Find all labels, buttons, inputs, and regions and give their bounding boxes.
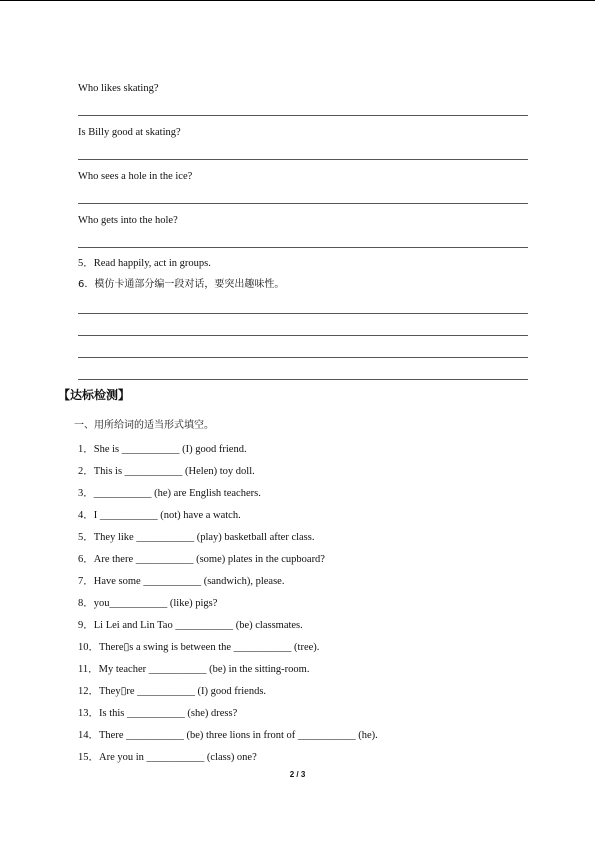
- exercise-item: 4．I ___________ (not) have a watch.: [78, 510, 241, 521]
- exercise-item: 7．Have some ___________ (sandwich), please.: [78, 576, 285, 587]
- question-4: Who gets into the hole?: [78, 215, 178, 226]
- exercise-item: 11．My teacher ___________ (be) in the sitting-room.: [78, 664, 310, 675]
- exercise-item: 5．They like ___________ (play) basketball after class.: [78, 532, 315, 543]
- exercise-item: 8．you___________ (like) pigs?: [78, 598, 218, 609]
- exercise-item: 3．___________ (he) are English teachers.: [78, 488, 261, 499]
- part-title: 一、用所给词的适当形式填空。: [74, 420, 214, 431]
- dialogue-line-4: [78, 379, 528, 380]
- page-number: 2 / 3: [289, 770, 306, 779]
- exercise-item: 15．Are you in ___________ (class) one?: [78, 752, 257, 763]
- answer-line-2: [78, 159, 528, 160]
- dialogue-line-1: [78, 313, 528, 314]
- exercise-item: 9．Li Lei and Lin Tao ___________ (be) classmates.: [78, 620, 303, 631]
- exercise-item: 1．She is ___________ (I) good friend.: [78, 444, 247, 455]
- exercise-item: 10．There▯s a swing is between the ___________ (tree).: [78, 642, 320, 653]
- question-3: Who sees a hole in the ice?: [78, 171, 193, 182]
- question-2: Is Billy good at skating?: [78, 127, 181, 138]
- dialogue-line-3: [78, 357, 528, 358]
- answer-line-1: [78, 115, 528, 116]
- question-1: Who likes skating?: [78, 83, 159, 94]
- exercise-item: 6．Are there ___________ (some) plates in the cupboard?: [78, 554, 325, 565]
- section-heading: 【达标检测】: [58, 388, 131, 402]
- task-5: 5．Read happily, act in groups.: [78, 258, 211, 269]
- dialogue-line-2: [78, 335, 528, 336]
- answer-line-3: [78, 203, 528, 204]
- task-6: 6．模仿卡通部分编一段对话，要突出趣味性。: [78, 279, 285, 290]
- exercise-item: 13．Is this ___________ (she) dress?: [78, 708, 238, 719]
- exercise-item: 14．There ___________ (be) three lions in front of ___________ (he).: [78, 730, 378, 741]
- page-top-border: [0, 0, 595, 1]
- answer-line-4: [78, 247, 528, 248]
- exercise-item: 12．They▯re ___________ (I) good friends.: [78, 686, 267, 697]
- exercise-item: 2．This is ___________ (Helen) toy doll.: [78, 466, 255, 477]
